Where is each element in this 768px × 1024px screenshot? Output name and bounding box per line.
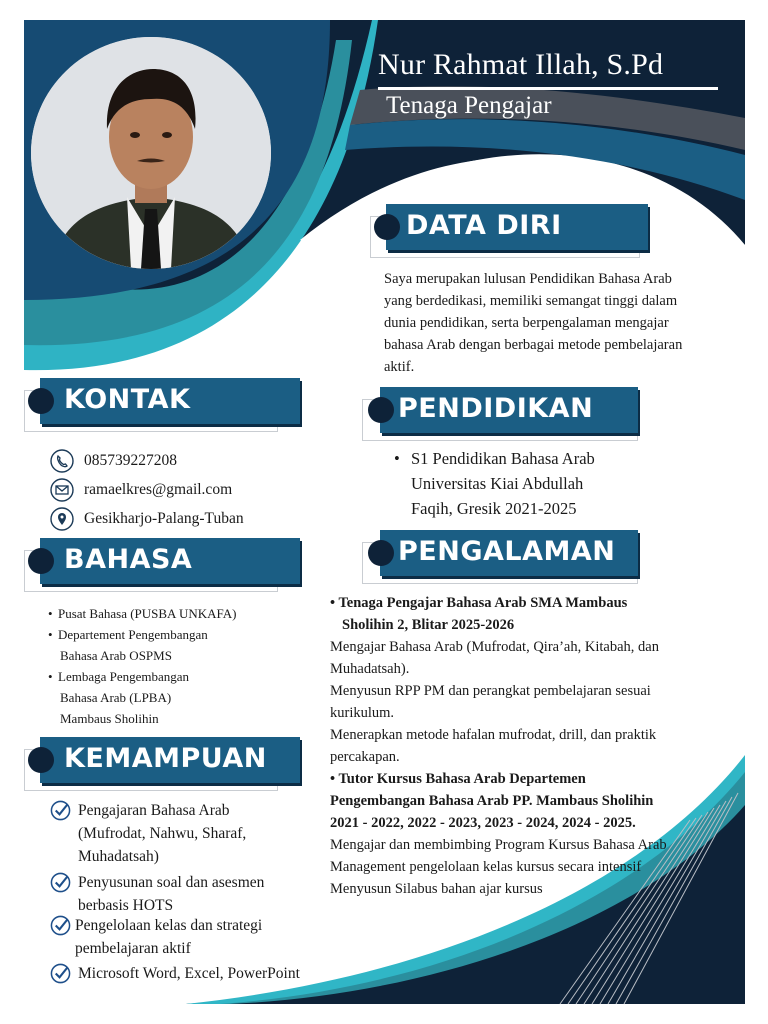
- heading-data-diri: [370, 204, 650, 252]
- list-item-line: Bahasa Arab (LPBA): [60, 690, 172, 705]
- bullet: •: [394, 449, 400, 468]
- heading-dot: [368, 397, 394, 423]
- job-desc-line: Menyusun RPP PM dan perangkat pembelajaran sesuai: [330, 683, 651, 699]
- skill-item: [50, 962, 300, 985]
- skill-line: Pengajaran Bahasa Arab: [78, 802, 230, 819]
- list-item: [48, 624, 237, 666]
- check-circle-icon: [50, 963, 71, 984]
- job-title-line: • Tutor Kursus Bahasa Arab Departemen: [330, 771, 586, 787]
- name-underline: [378, 87, 718, 90]
- person-portrait-icon: [31, 37, 271, 269]
- heading-label: KEMAMPUAN: [64, 743, 267, 774]
- heading-pendidikan: [362, 387, 642, 435]
- contact-phone[interactable]: [50, 448, 177, 474]
- heading-bahasa: [24, 538, 304, 586]
- job-desc-line: Mengajar dan membimbing Program Kursus Bahasa Arab: [330, 837, 667, 853]
- profile-summary: [384, 268, 682, 378]
- heading-dot: [374, 214, 400, 240]
- list-item-line: • Pusat Bahasa (PUSBA UNKAFA): [58, 606, 237, 621]
- job-title: Tenaga Pengajar: [386, 92, 552, 119]
- list-item-line: Bahasa Arab OSPMS: [60, 648, 172, 663]
- skill-line: berbasis HOTS: [78, 897, 174, 914]
- profile-line: bahasa Arab dengan berbagai metode pembelajaran: [384, 337, 683, 353]
- list-item: [48, 666, 237, 729]
- profile-photo: [31, 37, 271, 269]
- job-desc-line: Management pengelolaan kelas kursus secara intensif: [330, 859, 642, 875]
- heading-label: PENDIDIKAN: [398, 393, 594, 424]
- job-desc-line: kurikulum.: [330, 705, 395, 721]
- full-name: Nur Rahmat Illah, S.Pd: [378, 48, 664, 81]
- job-title-line: 2021 - 2022, 2022 - 2023, 2023 - 2024, 2024 - 2025.: [330, 815, 636, 831]
- contact-email[interactable]: [50, 477, 232, 503]
- profile-line: Saya merupakan lulusan Pendidikan Bahasa Arab: [384, 271, 672, 287]
- phone-icon: [50, 449, 74, 473]
- education-line: Faqih, Gresik 2021-2025: [411, 499, 577, 518]
- heading-pengalaman: [362, 530, 642, 578]
- heading-label: PENGALAMAN: [398, 536, 616, 567]
- heading-dot: [28, 548, 54, 574]
- skill-line: Penyusunan soal dan asesmen: [78, 874, 265, 891]
- job-title-line: Sholihin 2, Blitar 2025-2026: [342, 617, 515, 633]
- profile-line: dunia pendidikan, serta berpengalaman mengajar: [384, 315, 669, 331]
- profile-line: aktif.: [384, 359, 415, 375]
- job-desc-line: Menyusun Silabus bahan ajar kursus: [330, 881, 543, 897]
- skill-line: pembelajaran aktif: [75, 940, 191, 957]
- list-item-line: • Departement Pengembangan: [58, 627, 208, 642]
- location-icon: [50, 507, 74, 531]
- address: Gesikharjo-Palang-Tuban: [84, 510, 244, 527]
- heading-dot: [28, 388, 54, 414]
- education-line: Universitas Kiai Abdullah: [411, 474, 584, 493]
- language-list: [48, 603, 237, 729]
- profile-line: yang berdedikasi, memiliki semangat tinggi dalam: [384, 293, 678, 309]
- job-title-line: Pengembangan Bahasa Arab PP. Mambaus Sholihin: [330, 793, 654, 809]
- heading-label: KONTAK: [64, 384, 191, 415]
- heading-dot: [28, 747, 54, 773]
- skill-line: Microsoft Word, Excel, PowerPoint: [78, 965, 300, 982]
- job-desc-line: Menerapkan metode hafalan mufrodat, drill, dan praktik: [330, 727, 657, 743]
- heading-label: DATA DIRI: [406, 210, 562, 241]
- list-item-line: • Lembaga Pengembangan: [58, 669, 190, 684]
- job-title-line: • Tenaga Pengajar Bahasa Arab SMA Mambaus: [330, 595, 628, 611]
- email-address: ramaelkres@gmail.com: [84, 481, 233, 498]
- experience-section: [330, 592, 730, 900]
- job-desc-line: Mengajar Bahasa Arab (Mufrodat, Qira’ah, Kitabah, dan: [330, 639, 659, 655]
- heading-kemampuan: [24, 737, 304, 785]
- phone-number: 085739227208: [84, 452, 177, 469]
- education-line: S1 Pendidikan Bahasa Arab: [411, 449, 595, 468]
- heading-kontak: [24, 378, 304, 426]
- skill-line: Pengelolaan kelas dan strategi: [75, 917, 263, 934]
- list-item: [48, 603, 237, 624]
- list-item-line: Mambaus Sholihin: [60, 711, 159, 726]
- job-desc-line: Muhadatsah).: [330, 661, 410, 677]
- mail-icon: [50, 478, 74, 502]
- heading-label: BAHASA: [64, 544, 193, 575]
- check-circle-icon: [50, 872, 71, 893]
- contact-address: [50, 506, 244, 532]
- skill-item: [50, 914, 262, 960]
- check-circle-icon: [50, 915, 71, 936]
- skill-line: (Mufrodat, Nahwu, Sharaf,: [78, 825, 247, 842]
- skill-item: [50, 799, 246, 868]
- skill-item: [50, 871, 264, 917]
- check-circle-icon: [50, 800, 71, 821]
- heading-dot: [368, 540, 394, 566]
- skill-line: Muhadatsah): [78, 848, 159, 865]
- job-desc-line: percakapan.: [330, 749, 400, 765]
- education-entry: [394, 446, 651, 521]
